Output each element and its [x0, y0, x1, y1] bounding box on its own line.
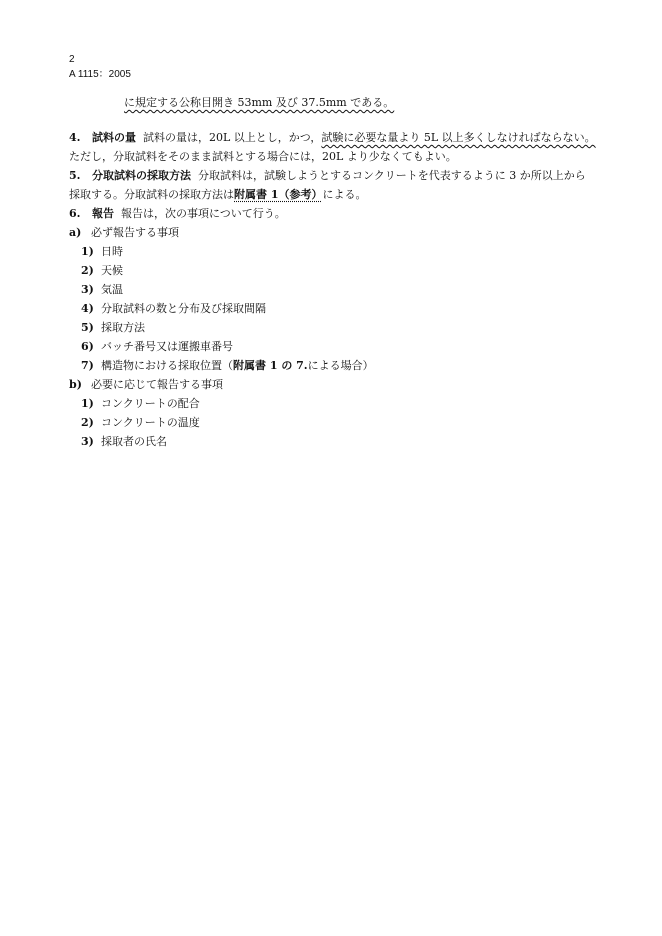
- list-item: [81, 358, 374, 374]
- group-b-title: 必要に応じて報告する事項: [91, 378, 223, 391]
- list-item-number: 4): [81, 302, 94, 315]
- list-item-text: 採取方法: [101, 321, 145, 334]
- list-item-number: 3): [81, 435, 94, 448]
- list-item-text: 日時: [101, 245, 123, 258]
- list-item-text-a: 構造物における採取位置（: [101, 359, 233, 372]
- list-item-number: 7): [81, 359, 94, 372]
- section-4-text-b: 試験に必要な量より 5L 以上多くしなければならない。: [321, 131, 596, 144]
- standard-id: A 1115：2005: [69, 69, 131, 80]
- section-5-number: 5.: [69, 169, 81, 182]
- list-item-text: 採取者の氏名: [101, 435, 167, 448]
- group-b-heading: [69, 377, 223, 393]
- group-a-heading: [69, 225, 179, 241]
- list-item: [81, 415, 200, 431]
- continuation-text: に規定する公称目開き 53mm 及び 37.5mm である。: [124, 96, 395, 109]
- section-5-line-1: [69, 168, 586, 184]
- list-item: [81, 301, 266, 317]
- section-4-text-a: 試料の量は，20L 以上とし，かつ，: [143, 131, 322, 144]
- group-b-label: b): [69, 378, 82, 391]
- list-item: [81, 434, 167, 450]
- continuation-line: [124, 95, 394, 111]
- group-a-label: a): [69, 226, 82, 239]
- list-item: [81, 263, 123, 279]
- list-item-text: 気温: [101, 283, 123, 296]
- list-item-number: 2): [81, 264, 94, 277]
- annex-clause-reference: 附属書 1 の 7.: [233, 359, 308, 372]
- list-item: [81, 396, 200, 412]
- section-5-title: 分取試料の採取方法: [92, 169, 191, 182]
- section-4-title: 試料の量: [92, 131, 136, 144]
- section-5-text-a: 分取試料は，試験しようとするコンクリートを代表するように 3 か所以上から: [198, 169, 586, 182]
- section-4-line-2: [69, 149, 457, 165]
- list-item-text: バッチ番号又は運搬車番号: [101, 340, 233, 353]
- list-item-number: 2): [81, 416, 94, 429]
- list-item-text-b: による場合）: [307, 359, 374, 372]
- section-6-title: 報告: [92, 207, 114, 220]
- list-item-number: 3): [81, 283, 94, 296]
- group-a-title: 必ず報告する事項: [91, 226, 179, 239]
- list-item: [81, 320, 145, 336]
- section-5-line-2-b: による。: [322, 188, 367, 201]
- section-4-number: 4.: [69, 131, 81, 144]
- list-item-number: 5): [81, 321, 94, 334]
- list-item-text: 分取試料の数と分布及び採取間隔: [101, 302, 266, 315]
- list-item-text: コンクリートの温度: [101, 416, 200, 429]
- list-item: [81, 339, 233, 355]
- list-item-number: 1): [81, 397, 94, 410]
- list-item-number: 1): [81, 245, 94, 258]
- section-6-number: 6.: [69, 207, 81, 220]
- annex-reference: 附属書 1（参考）: [234, 188, 323, 201]
- list-item: [81, 244, 123, 260]
- list-item: [81, 282, 123, 298]
- list-item-text: コンクリートの配合: [101, 397, 200, 410]
- section-5-line-2-a: 採取する。分取試料の採取方法は: [69, 188, 234, 201]
- page-number: 2: [69, 54, 75, 65]
- page-header: [69, 52, 131, 82]
- section-4-line-2-text: ただし，分取試料をそのまま試料とする場合には，20L より少なくてもよい。: [69, 150, 457, 163]
- section-4-line-1: [69, 130, 596, 146]
- section-5-line-2: [69, 187, 366, 203]
- section-6-line: [69, 206, 286, 222]
- list-item-text: 天候: [101, 264, 123, 277]
- section-6-text: 報告は，次の事項について行う。: [121, 207, 286, 220]
- list-item-number: 6): [81, 340, 94, 353]
